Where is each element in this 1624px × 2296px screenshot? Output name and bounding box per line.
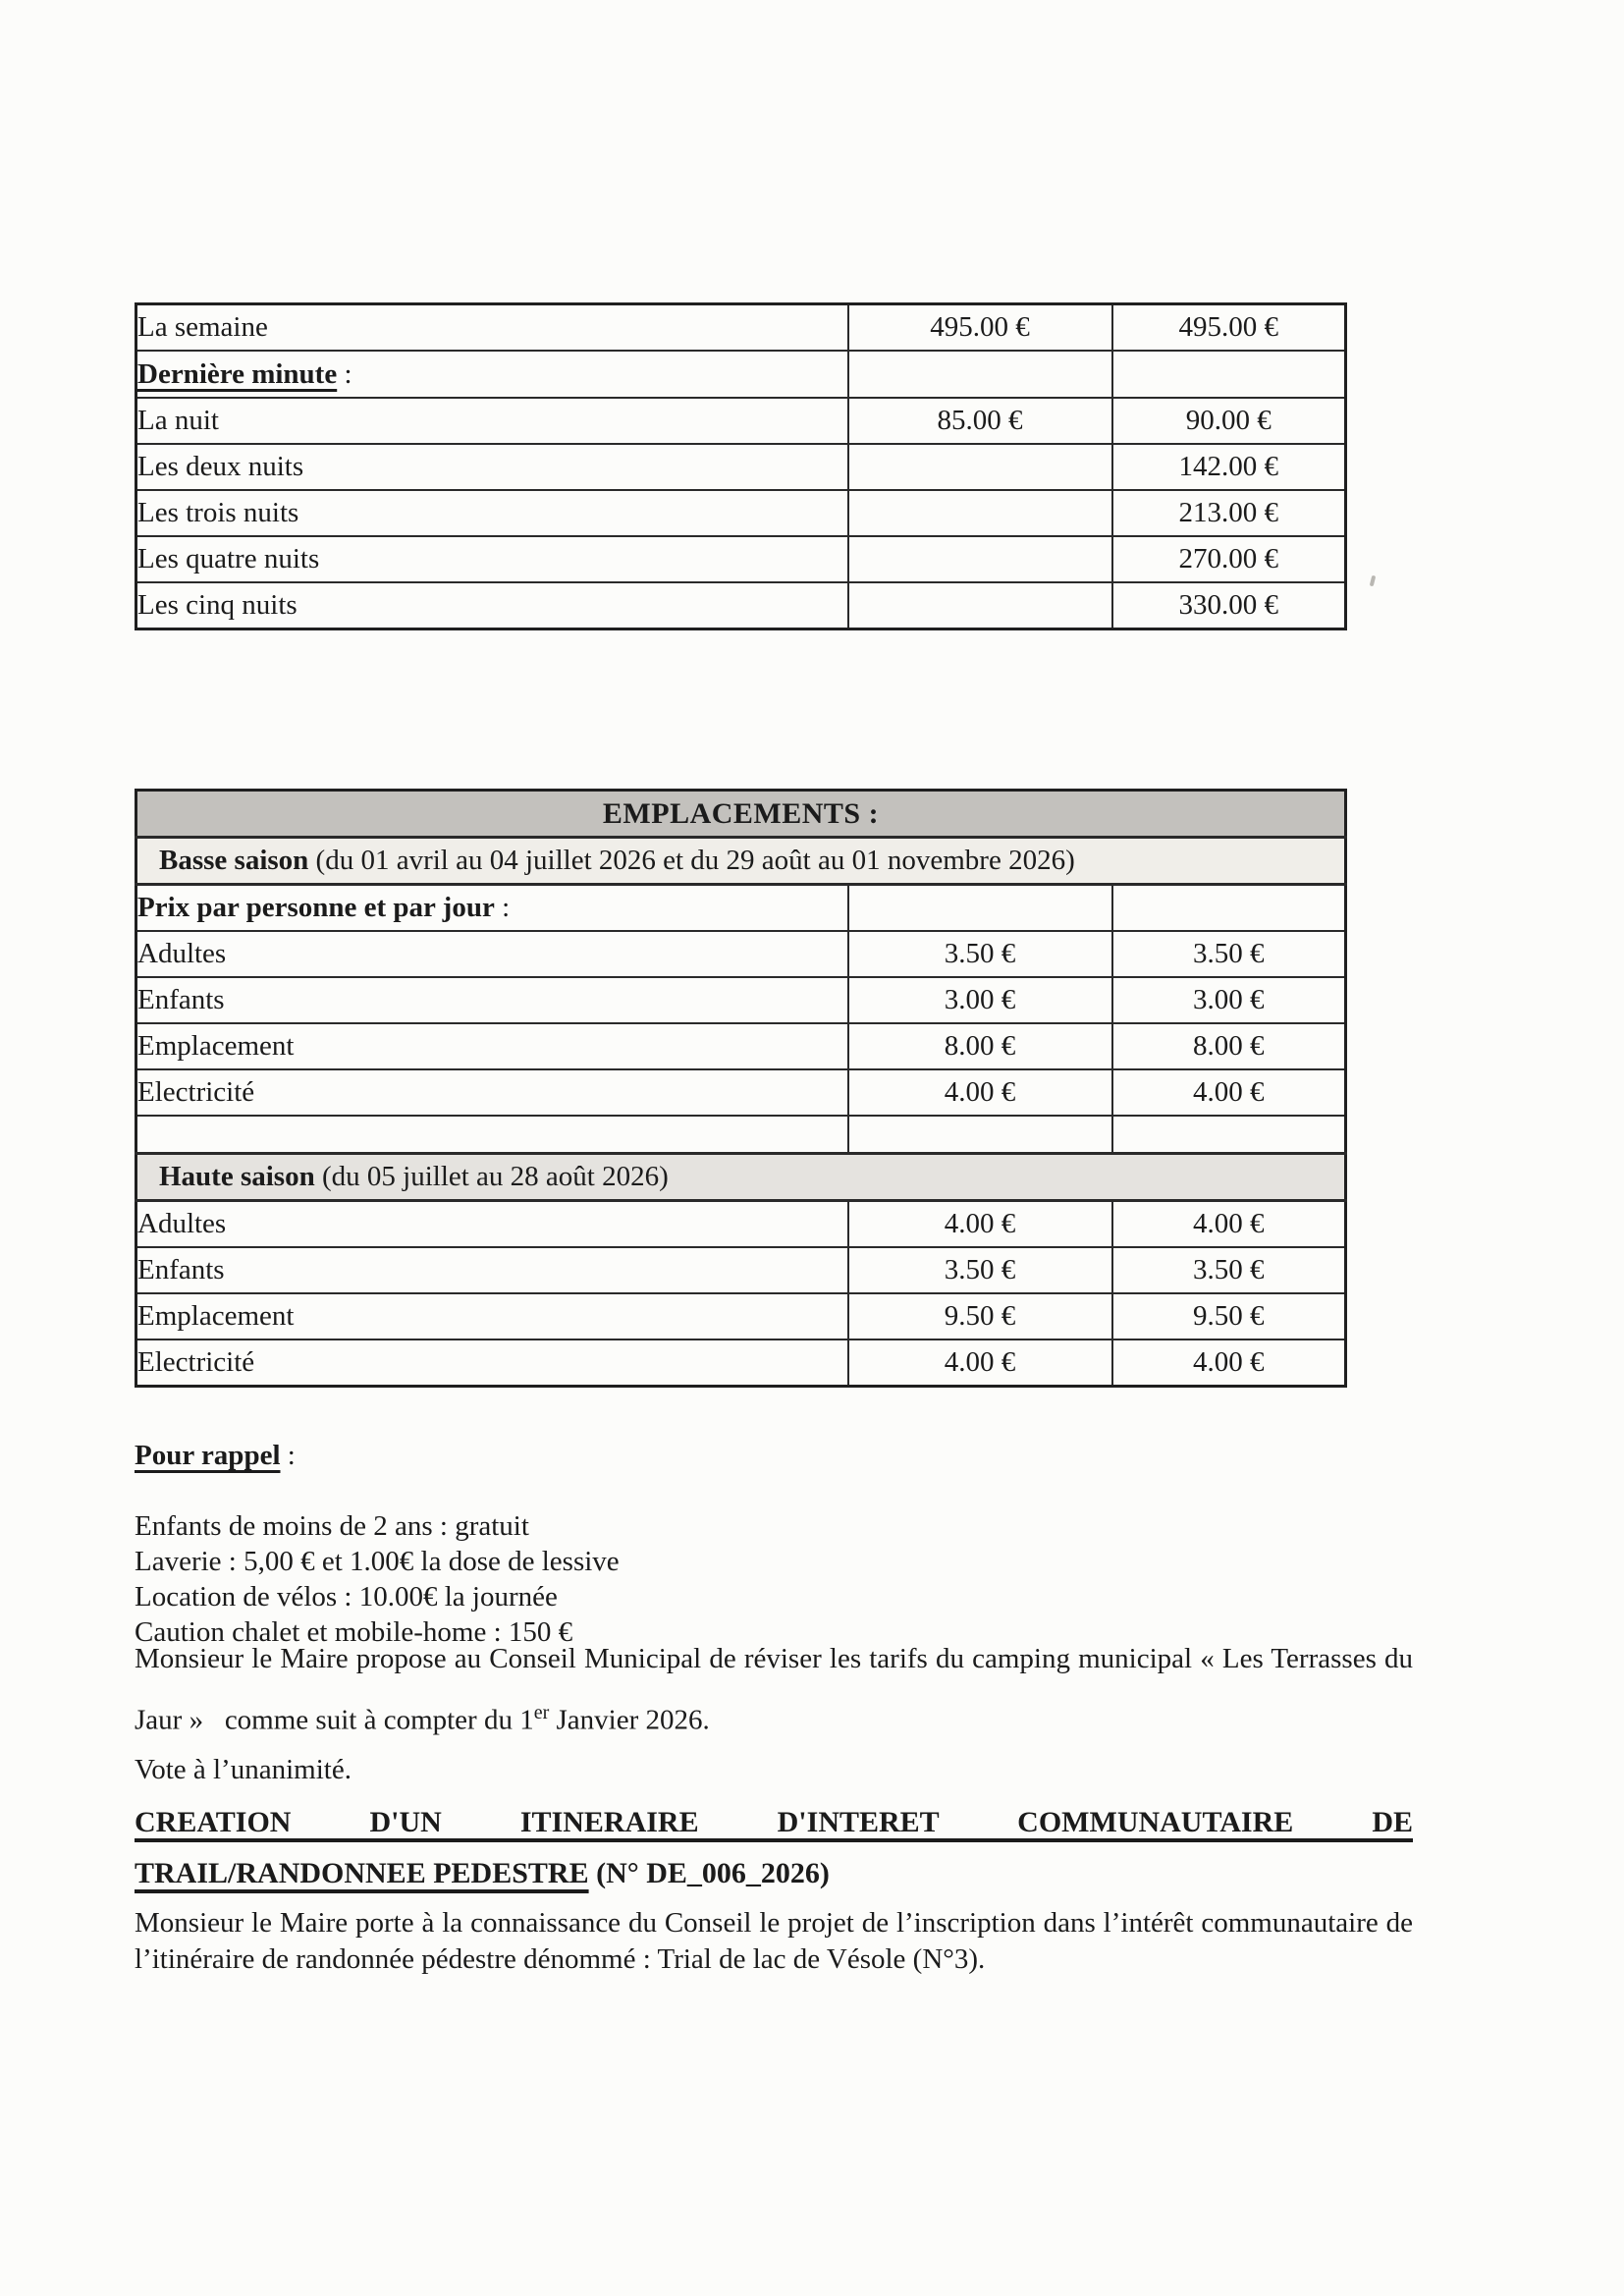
rappel-list xyxy=(135,1508,620,1650)
proposal-text-end: Janvier 2026. xyxy=(549,1704,710,1736)
price-col-a-cell: 495.00 € xyxy=(848,304,1112,352)
row-label-cell: Dernière minute : xyxy=(136,351,848,398)
price-col-a-cell: 4.00 € xyxy=(848,1069,1112,1116)
row-label-cell: Prix par personne et par jour : xyxy=(136,885,848,932)
season-header-cell xyxy=(136,1154,1346,1201)
row-label-cell: Adultes xyxy=(136,1201,848,1248)
rappel-title-text: Pour rappel xyxy=(135,1440,281,1471)
table-title-cell: EMPLACEMENTS : xyxy=(136,791,1346,838)
price-col-b-cell: 142.00 € xyxy=(1112,444,1346,490)
season-dates: (du 01 avril au 04 juillet 2026 et du 29 août au 01 novembre 2026) xyxy=(308,845,1075,876)
price-col-a-cell: 3.50 € xyxy=(848,931,1112,977)
rappel-line: Laverie : 5,00 € et 1.00€ la dose de lessive xyxy=(135,1546,620,1577)
price-col-a-cell: 4.00 € xyxy=(848,1201,1112,1248)
price-col-b-cell: 4.00 € xyxy=(1112,1069,1346,1116)
table-row xyxy=(136,398,1346,444)
row-label-cell: Enfants xyxy=(136,1247,848,1293)
price-col-b-cell xyxy=(1112,351,1346,398)
heading-line2-underlined: TRAIL/RANDONNEE PEDESTRE xyxy=(135,1857,589,1889)
table-row xyxy=(136,931,1346,977)
rappel-line: Caution chalet et mobile-home : 150 € xyxy=(135,1616,573,1648)
price-col-a-cell xyxy=(848,885,1112,932)
table-row xyxy=(136,1339,1346,1387)
rappel-line: Location de vélos : 10.00€ la journée xyxy=(135,1581,558,1613)
row-label-cell: Les quatre nuits xyxy=(136,536,848,582)
row-label-cell: La semaine xyxy=(136,304,848,352)
ordinal-superscript: er xyxy=(533,1702,550,1723)
closing-paragraph: Monsieur le Maire porte à la connaissance du Conseil le projet de l’inscription dans l’intérêt communautaire de l’itinéraire de randonnée pédestre dénommé : Trial de lac de Vésole (N°3). xyxy=(135,1907,1413,1975)
price-col-a-cell xyxy=(848,1116,1112,1154)
price-col-b-cell xyxy=(1112,885,1346,932)
table-row xyxy=(136,885,1346,932)
row-label-cell: Les cinq nuits xyxy=(136,582,848,629)
heading-line1-text: CREATION D'UN ITINERAIRE D'INTERET COMMUNAUTAIRE DE xyxy=(135,1806,1413,1838)
table-row xyxy=(136,1247,1346,1293)
row-label-cell: Emplacement xyxy=(136,1023,848,1069)
price-col-a-cell xyxy=(848,582,1112,629)
price-col-a-cell xyxy=(848,490,1112,536)
row-label-cell: Electricité xyxy=(136,1339,848,1387)
price-col-b-cell: 90.00 € xyxy=(1112,398,1346,444)
table-row xyxy=(136,582,1346,629)
price-col-a-cell: 3.00 € xyxy=(848,977,1112,1023)
price-col-a-cell xyxy=(848,536,1112,582)
table-row xyxy=(136,1069,1346,1116)
proposal-text: Monsieur le Maire propose au Conseil Municipal de réviser les tarifs du camping municipal « Les Terrasses du Jaur » comme suit à compter du 1 xyxy=(135,1643,1413,1736)
table-row xyxy=(136,304,1346,352)
row-label-cell xyxy=(136,1116,848,1154)
price-col-b-cell: 9.50 € xyxy=(1112,1293,1346,1339)
season-name: Haute saison xyxy=(159,1161,315,1192)
heading-deliberation-number: (N° DE_006_2026) xyxy=(588,1857,830,1889)
rappel-title xyxy=(135,1440,296,1472)
emplacements-table xyxy=(135,789,1347,1388)
table-row xyxy=(136,1116,1346,1154)
heading-line1 xyxy=(135,1805,1413,1840)
row-label-cell: Adultes xyxy=(136,931,848,977)
price-col-a-cell xyxy=(848,444,1112,490)
rappel-line: Enfants de moins de 2 ans : gratuit xyxy=(135,1510,529,1542)
row-label-cell: Les trois nuits xyxy=(136,490,848,536)
table-row xyxy=(136,838,1346,885)
price-col-b-cell: 4.00 € xyxy=(1112,1201,1346,1248)
price-col-b-cell: 213.00 € xyxy=(1112,490,1346,536)
scan-speck xyxy=(1370,575,1377,587)
price-col-b-cell: 3.50 € xyxy=(1112,931,1346,977)
price-col-b-cell: 3.50 € xyxy=(1112,1247,1346,1293)
row-label-emphasis: Prix par personne et par jour xyxy=(137,892,495,923)
table-row xyxy=(136,977,1346,1023)
season-dates: (du 05 juillet au 28 août 2026) xyxy=(314,1161,669,1192)
section-heading xyxy=(135,1805,1413,1891)
price-col-b-cell xyxy=(1112,1116,1346,1154)
table-row xyxy=(136,1293,1346,1339)
price-col-a-cell: 3.50 € xyxy=(848,1247,1112,1293)
row-label-cell: La nuit xyxy=(136,398,848,444)
proposal-paragraph xyxy=(135,1632,1413,1748)
row-label-cell: Electricité xyxy=(136,1069,848,1116)
vote-text: Vote à l’unanimité. xyxy=(135,1754,352,1785)
table-row xyxy=(136,1201,1346,1248)
price-col-b-cell: 8.00 € xyxy=(1112,1023,1346,1069)
table-row xyxy=(136,536,1346,582)
rappel-title-colon: : xyxy=(280,1440,296,1471)
price-col-b-cell: 495.00 € xyxy=(1112,304,1346,352)
price-col-a-cell: 4.00 € xyxy=(848,1339,1112,1387)
heading-line2 xyxy=(135,1856,1413,1891)
table-row xyxy=(136,1023,1346,1069)
price-col-b-cell: 270.00 € xyxy=(1112,536,1346,582)
table-row xyxy=(136,351,1346,398)
price-col-a-cell xyxy=(848,351,1112,398)
table-row xyxy=(136,1154,1346,1201)
price-col-a-cell: 8.00 € xyxy=(848,1023,1112,1069)
price-col-b-cell: 330.00 € xyxy=(1112,582,1346,629)
price-col-b-cell: 3.00 € xyxy=(1112,977,1346,1023)
price-col-b-cell: 4.00 € xyxy=(1112,1339,1346,1387)
tarifs-hebergement-table xyxy=(135,302,1347,630)
price-col-a-cell: 9.50 € xyxy=(848,1293,1112,1339)
table-row xyxy=(136,444,1346,490)
table-row xyxy=(136,490,1346,536)
table-title-row xyxy=(136,791,1346,838)
price-col-a-cell: 85.00 € xyxy=(848,398,1112,444)
row-label-cell: Emplacement xyxy=(136,1293,848,1339)
row-label-cell: Les deux nuits xyxy=(136,444,848,490)
row-label-emphasis: Dernière minute xyxy=(137,357,338,390)
season-name: Basse saison xyxy=(159,845,309,876)
season-header-cell xyxy=(136,838,1346,885)
row-label-cell: Enfants xyxy=(136,977,848,1023)
